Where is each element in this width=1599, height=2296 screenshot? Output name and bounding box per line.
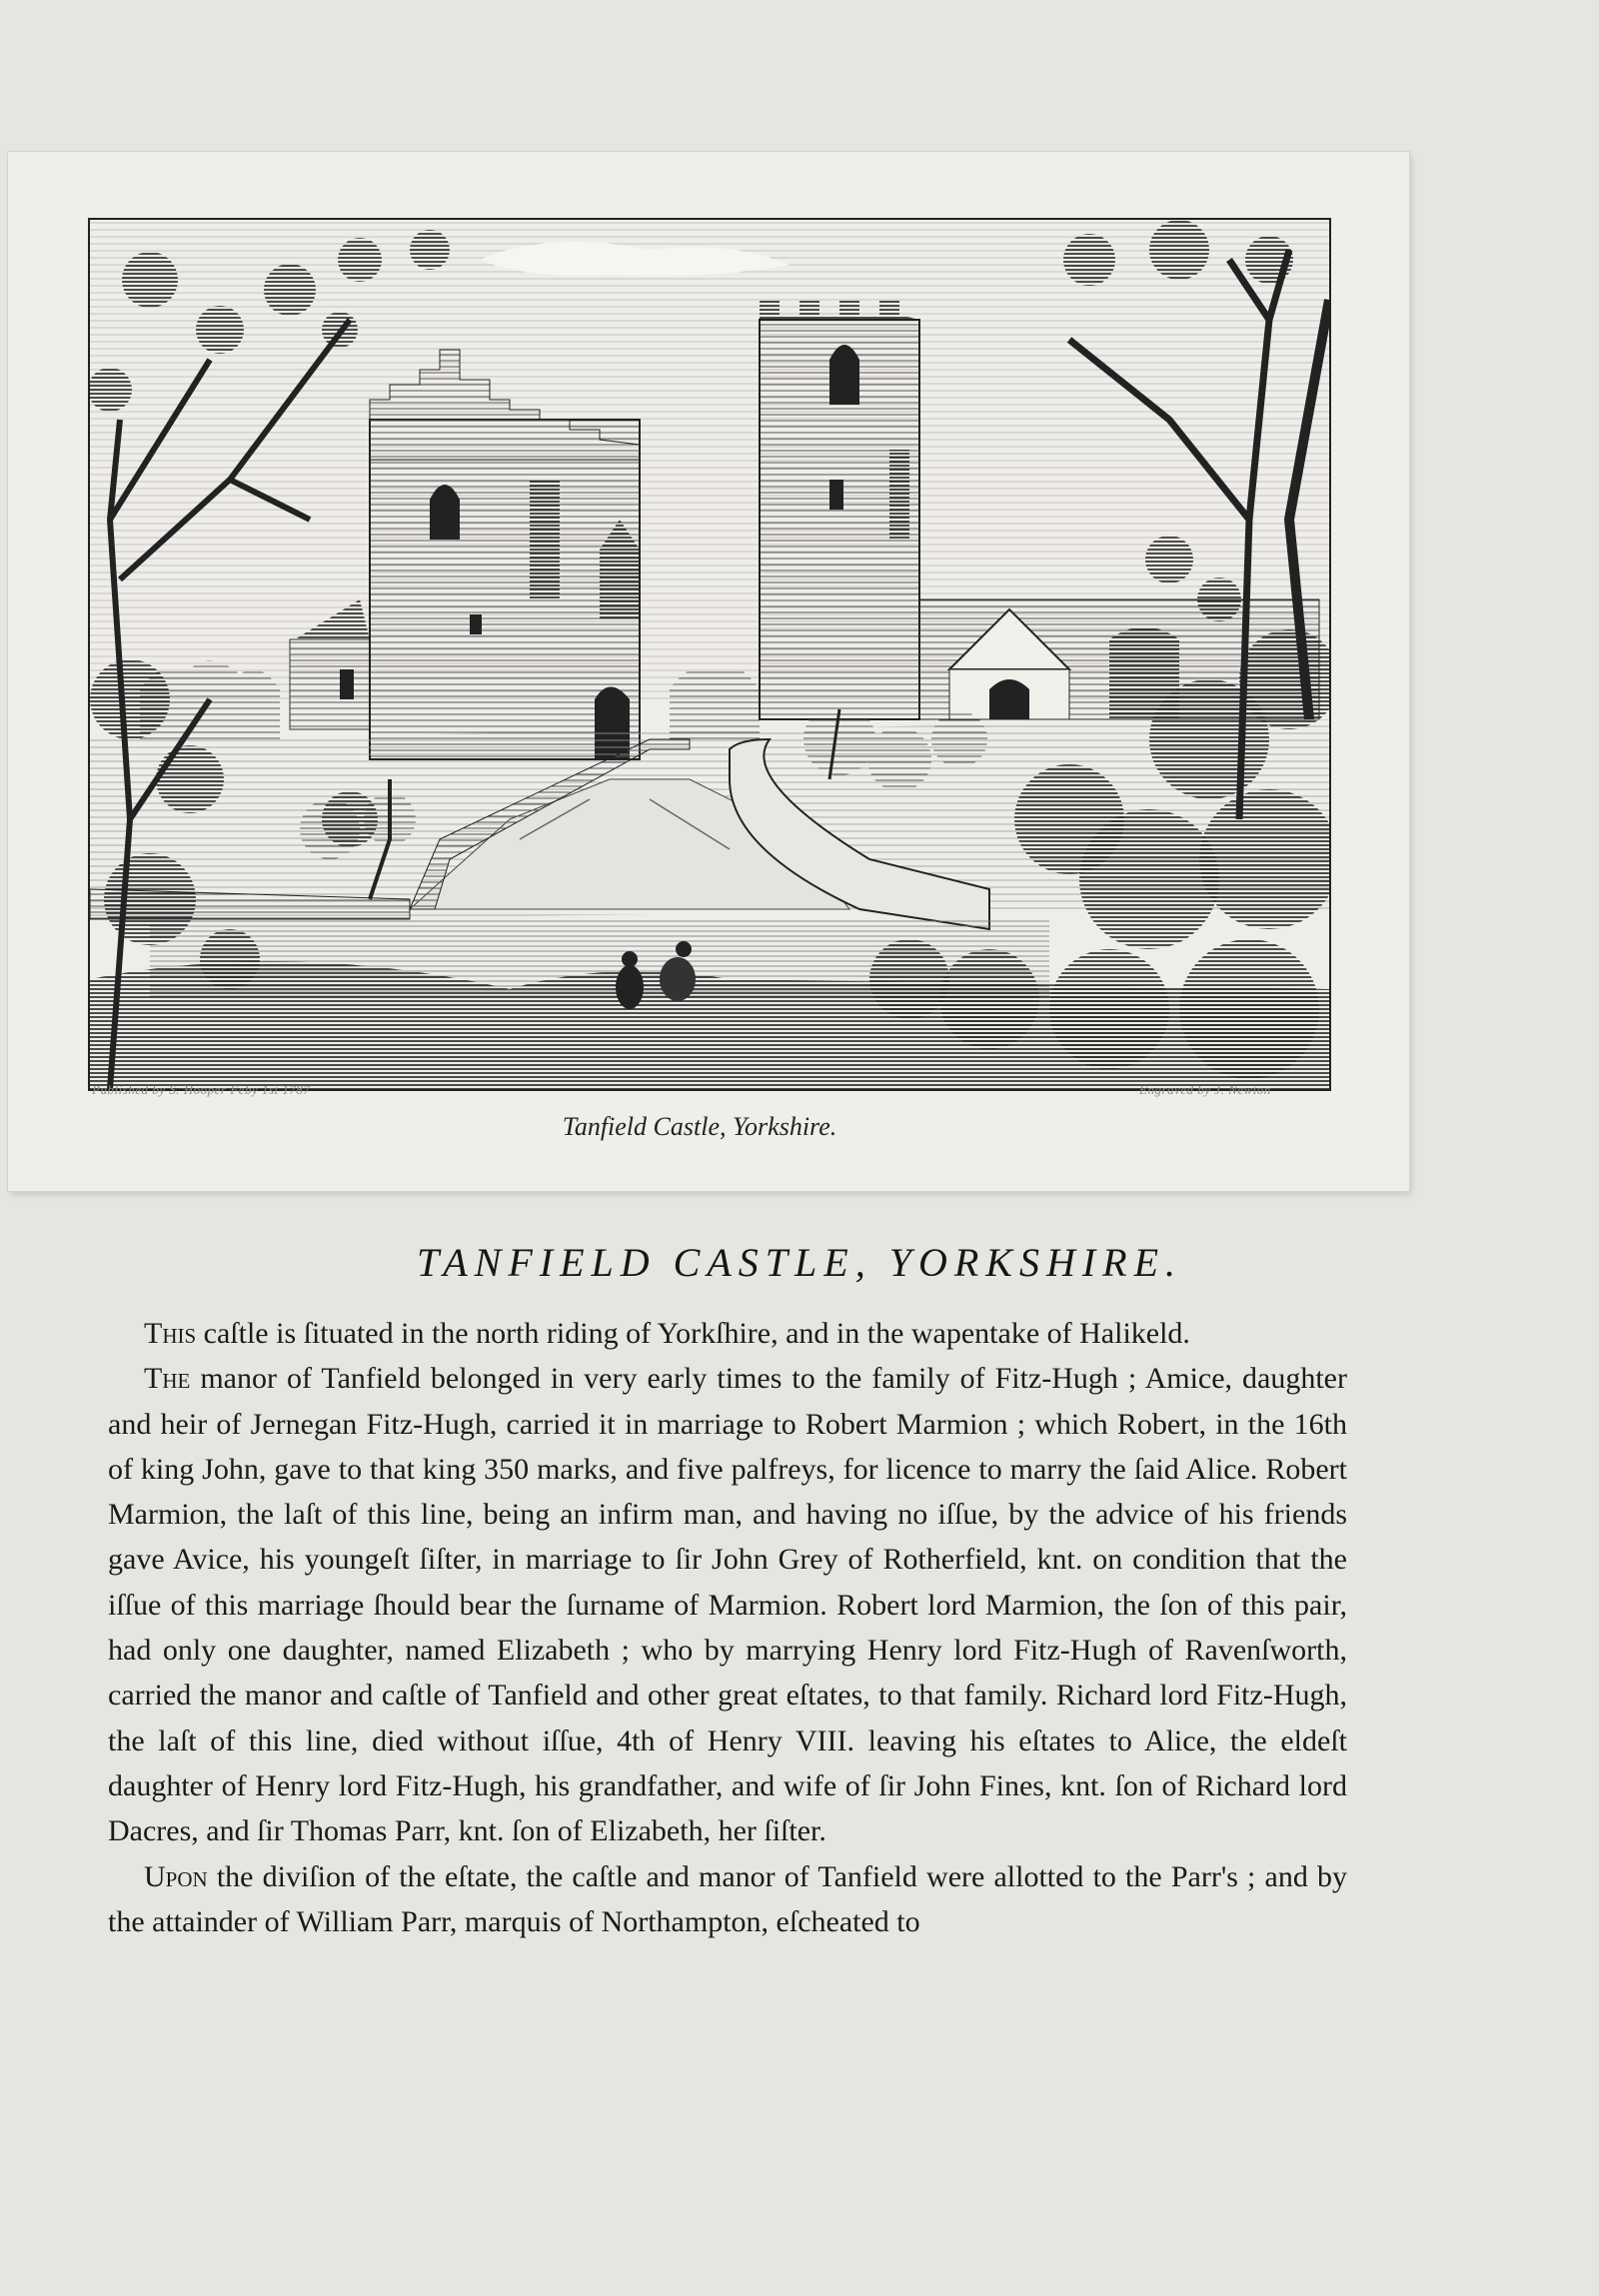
paragraph-rest: the diviſion of the eſtate, the caſtle and manor of Tanfield were allotted to the Parr's ; and by the attainder of William Parr, marquis of Northampton, eſcheated to [108, 1859, 1347, 1938]
paragraph-lead: This [144, 1317, 197, 1350]
paragraph [108, 1311, 1347, 1356]
paragraph-rest: manor of Tanfield belonged in very early times to the family of Fitz-Hugh ; Amice, daughter and heir of Jernegan Fitz-Hugh, carried it in marriage to Robert Marmion ; which Robert, in the 16th of king John, gave to that king 350 marks, and five palfreys, for licence to marry the ſaid Alice. Robert Marmion, the laſt of this line, being an infirm man, and having no iſſue, by the advice of his friends gave Avice, his youngeſt ſiſter, in marriage to ſir John Grey of Rotherfield, knt. on condition that the iſſue of this marriage ſhould bear the ſurname of Marmion. Robert lord Marmion, the ſon of this pair, had only one daughter, named Elizabeth ; who by marrying Henry lord Fitz-Hugh of Ravenſworth, carried the manor and caſtle of Tanfield and other great eſtates, to that family. Richard lord Fitz-Hugh, the laſt of this line, died without iſſue, 4th of Henry VIII. leaving his eſtates to Alice, the eldeſt daughter of Henry lord Fitz-Hugh, his grandfather, and wife of ſir John Fines, knt. ſon of Richard lord Dacres, and ſir Thomas Parr, knt. ſon of Elizabeth, her ſiſter. [108, 1362, 1347, 1848]
page-title: TANFIELD CASTLE, YORKSHIRE. [416, 1240, 1183, 1285]
castle-engraving [88, 218, 1331, 1091]
paragraph-lead: The [144, 1362, 191, 1396]
engraver-imprint: Engraved by J. Newton [1139, 1082, 1271, 1097]
paragraph [108, 1356, 1347, 1853]
publisher-imprint: Published by S. Hooper Feby 1st 1787 [92, 1082, 311, 1097]
paragraph-rest: caſtle is ſituated in the north riding of Yorkſhire, and in the wapentake of Halikeld. [196, 1317, 1190, 1350]
paragraph-lead: Upon [144, 1859, 208, 1893]
paragraph [108, 1854, 1347, 1945]
body-text [108, 1311, 1347, 1944]
plate-caption: Tanfield Castle, Yorkshire. [562, 1112, 837, 1141]
